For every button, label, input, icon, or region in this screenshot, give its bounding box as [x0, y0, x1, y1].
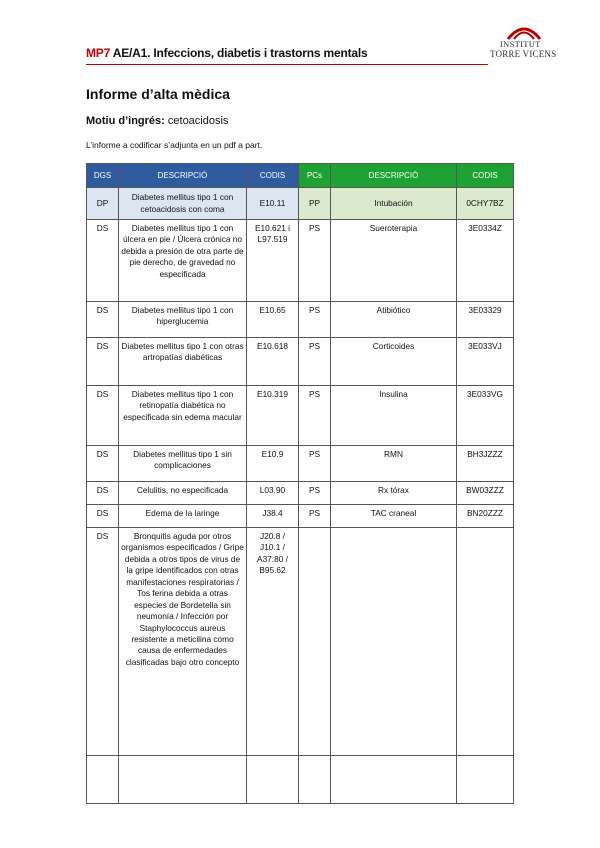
table-row — [87, 338, 514, 386]
cell-proc-descripcio: Corticoides — [331, 338, 457, 386]
header-dgs: DGS — [87, 164, 119, 188]
table-header-row — [87, 164, 514, 188]
cell-proc-descripcio: Atibiótico — [331, 302, 457, 338]
cell-codis: E10.11 — [247, 188, 299, 220]
cell-proc-codis — [457, 528, 514, 756]
cell-proc-descripcio — [331, 756, 457, 804]
cell-proc-descripcio — [331, 528, 457, 756]
table-row — [87, 756, 514, 804]
cell-proc-codis: 3E03329 — [457, 302, 514, 338]
cell-dgs: DS — [87, 482, 119, 505]
note-text: L’informe a codificar s’adjunta en un pdf a part. — [86, 140, 263, 150]
cell-descripcio: Diabetes mellitus tipo 1 con cetoacidosis con coma — [119, 188, 247, 220]
cell-proc-codis: BW03ZZZ — [457, 482, 514, 505]
cell-pcs — [299, 528, 331, 756]
cell-proc-codis: 3E033VG — [457, 386, 514, 446]
cell-descripcio: Celulitis, no especificada — [119, 482, 247, 505]
cell-codis: E10.319 — [247, 386, 299, 446]
cell-pcs: PS — [299, 338, 331, 386]
cell-pcs: PS — [299, 220, 331, 302]
table-row — [87, 528, 514, 756]
cell-proc-codis: 3E033VJ — [457, 338, 514, 386]
cell-descripcio: Edema de la laringe — [119, 505, 247, 528]
cell-proc-codis: 0CHY7BZ — [457, 188, 514, 220]
cell-proc-codis: BH3JZZZ — [457, 446, 514, 482]
cell-codis: E10.621 i L97.519 — [247, 220, 299, 302]
cell-dgs: DP — [87, 188, 119, 220]
cell-pcs: PS — [299, 482, 331, 505]
cell-pcs — [299, 756, 331, 804]
header-codis: CODIS — [247, 164, 299, 188]
cell-proc-codis: 3E0334Z — [457, 220, 514, 302]
motiu-value: cetoacidosis — [167, 115, 229, 127]
cell-pcs: PP — [299, 188, 331, 220]
cell-descripcio: Diabetes mellitus tipo 1 con retinopatía diabética no especificada sin edema macular — [119, 386, 247, 446]
header-proc-descripcio: DESCRIPCIÓ — [331, 164, 457, 188]
cell-codis — [247, 756, 299, 804]
header-title: AE/A1. Infeccions, diabetis i trastorns mentals — [112, 46, 368, 60]
cell-dgs: DS — [87, 338, 119, 386]
cell-dgs: DS — [87, 505, 119, 528]
table-row — [87, 482, 514, 505]
header-descripcio: DESCRIPCIÓ — [119, 164, 247, 188]
motiu-ingres — [86, 115, 228, 127]
table-row — [87, 188, 514, 220]
cell-descripcio: Diabetes mellitus tipo 1 con hiperglucemia — [119, 302, 247, 338]
cell-descripcio: Diabetes mellitus tipo 1 sin complicaciones — [119, 446, 247, 482]
cell-pcs: PS — [299, 302, 331, 338]
cell-dgs: DS — [87, 302, 119, 338]
table-row — [87, 386, 514, 446]
motiu-label: Motiu d’ingrés: — [86, 115, 165, 127]
page-header — [86, 46, 367, 60]
cell-pcs: PS — [299, 386, 331, 446]
cell-descripcio: Diabetes mellitus tipo 1 con otras artropatías diabéticas — [119, 338, 247, 386]
document-title: Informe d’alta mèdica — [86, 86, 230, 102]
cell-proc-descripcio: Intubación — [331, 188, 457, 220]
cell-pcs: PS — [299, 446, 331, 482]
logo-line2: TORRE VICENS — [490, 49, 557, 59]
cell-codis: L03.90 — [247, 482, 299, 505]
cell-proc-descripcio: RMN — [331, 446, 457, 482]
cell-codis: E10.65 — [247, 302, 299, 338]
cell-codis: J20.8 / J10.1 / A37.80 / B95.62 — [247, 528, 299, 756]
module-code: MP7 — [86, 46, 111, 60]
table-row — [87, 505, 514, 528]
cell-codis: E10.618 — [247, 338, 299, 386]
cell-dgs: DS — [87, 220, 119, 302]
logo-line1: INSTITUT — [500, 39, 541, 49]
cell-proc-descripcio: TAC craneal — [331, 505, 457, 528]
table-row — [87, 220, 514, 302]
cell-pcs: PS — [299, 505, 331, 528]
cell-codis: J38.4 — [247, 505, 299, 528]
cell-descripcio: Bronquitis aguda por otros organismos especificados / Gripe debida a otros tipos de virus de la gripe identificados con otras manifestaciones respiratorias / Tos ferina debida a otras especies de Bordetella sin neumonía / Infección por Staphylococcus aureus resistente a meticilina como causa de enfermedades clasificadas bajo otro concepto — [119, 528, 247, 756]
header-proc-codis: CODIS — [457, 164, 514, 188]
logo-arc-icon — [506, 22, 542, 40]
cell-descripcio — [119, 756, 247, 804]
cell-descripcio: Diabetes mellitus tipo 1 con úlcera en pie / Úlcera crónica no debida a presión de otra parte de pie derecho, de gravedad no especificada — [119, 220, 247, 302]
cell-proc-codis — [457, 756, 514, 804]
cell-dgs: DS — [87, 528, 119, 756]
cell-proc-descripcio: Insulina — [331, 386, 457, 446]
header-divider — [86, 64, 488, 65]
cell-proc-codis: BN20ZZZ — [457, 505, 514, 528]
table-row — [87, 302, 514, 338]
cell-proc-descripcio: Sueroterapia — [331, 220, 457, 302]
coding-table — [86, 163, 514, 804]
table-row — [87, 446, 514, 482]
cell-dgs — [87, 756, 119, 804]
cell-dgs: DS — [87, 446, 119, 482]
cell-proc-descripcio: Rx tórax — [331, 482, 457, 505]
cell-codis: E10.9 — [247, 446, 299, 482]
cell-dgs: DS — [87, 386, 119, 446]
institut-logo — [486, 22, 566, 66]
header-pcs: PCs — [299, 164, 331, 188]
